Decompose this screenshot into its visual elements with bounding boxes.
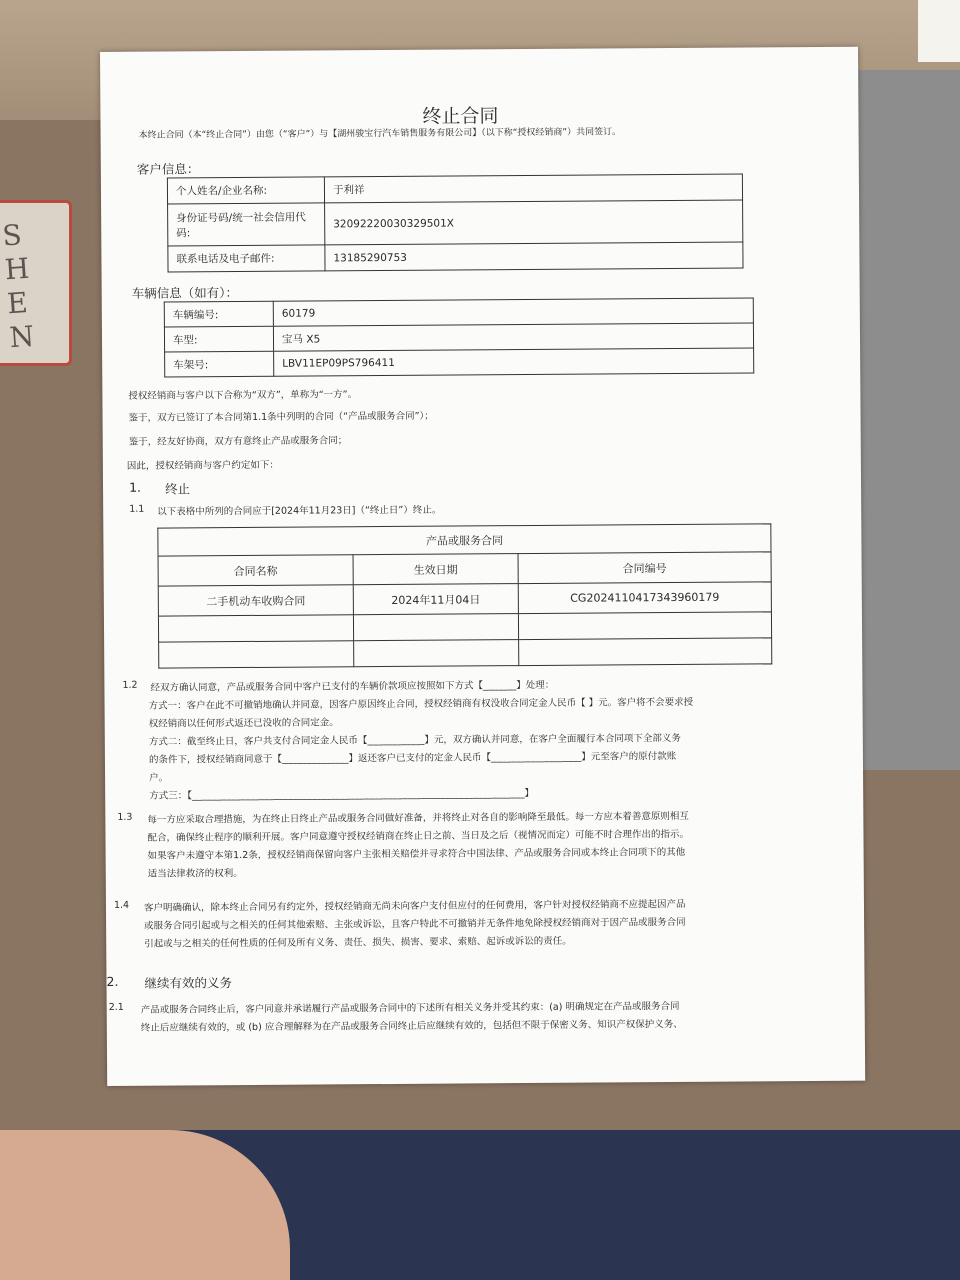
- cell-contract-name: 二手机动车收购合同: [158, 585, 353, 616]
- whereas-paragraph-1: 鉴于，双方已签订了本合同第1.1条中列明的合同（“产品或服务合同”）；: [128, 410, 434, 424]
- table-row: [168, 200, 743, 246]
- customer-info-table: [167, 174, 744, 273]
- vehicle-number-value: 60179: [273, 298, 753, 326]
- sticker-text: SHEN: [1, 218, 36, 355]
- table-row: [159, 638, 772, 668]
- clause-1-2-line: 的条件下，授权经销商同意于【______________】返还客户已支付的定金人民币【___________________】元至客户的原付款账: [148, 750, 677, 766]
- section-2-title: 继续有效的义务: [144, 975, 233, 991]
- therefore-paragraph: 因此，授权经销商与客户约定如下：: [126, 459, 279, 472]
- vehicle-info-table: [164, 297, 755, 377]
- customer-section-label: 客户信息：: [136, 161, 200, 177]
- parties-paragraph: 授权经销商与客户以下合称为“双方”，单称为“一方”。: [128, 389, 358, 402]
- table-cell: [159, 641, 354, 668]
- table-row: [158, 582, 771, 616]
- clause-1-3-line: 配合，确保终止程序的顺利开展。客户同意遵守授权经销商在终止日之前、当日及之后（视情况而定）可能不时合理作出的指示。: [147, 828, 690, 844]
- clause-1-2-number: 1.2: [122, 679, 138, 691]
- table-cell: [353, 614, 518, 641]
- vehicle-model-label: 车型:: [164, 326, 273, 352]
- section-1-title: 终止: [165, 481, 191, 497]
- table-row: [165, 348, 754, 377]
- contract-page: [100, 47, 865, 1086]
- table-row: [168, 242, 743, 272]
- section-1-number: 1.: [128, 479, 142, 495]
- clause-1-3-line: 如果客户未遵守本第1.2条，授权经销商保留向客户主张相关赔偿并寻求符合中国法律、产品或服务合同或本终止合同项下的其他: [147, 846, 686, 862]
- table-cell: [158, 615, 353, 642]
- clause-1-4-line: 或服务合同引起或与之相关的任何其他索赔、主张或诉讼，且客户特此不可撤销并无条件地免除授权经销商对于因产品或服务合同: [144, 916, 686, 932]
- clause-1-2-line: 方式一：客户在此不可撤销地确认并同意，因客户原因终止合同，授权经销商有权没收合同定金人民币【 】元。客户将不会要求授: [148, 696, 694, 712]
- clause-1-2-line: 方式三：【______________________________________________________________________】: [149, 787, 534, 802]
- table-cell: [354, 640, 519, 667]
- clause-1-4-line: 引起或与之相关的任何性质的任何及所有义务、责任、损失、损害、要求、索赔、起诉或诉讼的责任。: [144, 935, 572, 950]
- header-contract-number: 合同编号: [518, 552, 771, 584]
- contract-table: [157, 523, 772, 668]
- clause-1-3-line: 每一方应采取合理措施，为在终止日终止产品或服务合同做好准备，并将终止对各自的影响降至最低。每一方应本着善意原则相互: [147, 810, 689, 826]
- clause-1-2-line: 权经销商以任何形式返还已没收的合同定金。: [148, 717, 339, 730]
- table-row: [167, 174, 742, 204]
- vehicle-model-value: 宝马 X5: [273, 323, 753, 351]
- section-2-number: 2.: [106, 973, 119, 989]
- header-contract-name: 合同名称: [158, 555, 353, 586]
- customer-name-value: 于利祥: [324, 174, 742, 203]
- customer-contact-value: 13185290753: [325, 242, 743, 271]
- table-cell: [518, 612, 771, 640]
- clause-1-3-number: 1.3: [117, 811, 133, 823]
- vehicle-vin-value: LBV11EP09PS796411: [274, 348, 754, 376]
- clause-1-3-line: 适当法律救济的权利。: [147, 868, 243, 880]
- customer-name-label: 个人姓名/企业名称:: [167, 177, 324, 204]
- clause-1-4-line: 客户明确确认，除本终止合同另有约定外，授权经销商无尚未向客户支付但应付的任何费用，客户针对授权经销商不应提起因产品: [143, 898, 686, 914]
- clause-2-1-line: 产品或服务合同终止后，客户同意并承诺履行产品或服务合同中的下述所有相关义务并受其约束：(a) 明确规定在产品或服务合同: [140, 1000, 680, 1016]
- whereas-paragraph-2: 鉴于，经友好协商，双方有意终止产品或服务合同；: [128, 435, 348, 448]
- clause-1-1-text: 以下表格中所列的合同应于[2024年11月23日]（“终止日”）终止。: [157, 504, 442, 518]
- clause-1-4-number: 1.4: [113, 899, 130, 911]
- table-cell: [519, 638, 772, 666]
- clause-1-2-line: 经双方确认同意，产品或服务合同中客户已支付的车辆价款项应按照如下方式【_______】处理：: [150, 679, 555, 694]
- cell-effective-date: 2024年11月04日: [353, 584, 518, 615]
- intro-paragraph: 本终止合同（本“终止合同”）由您（“客户”）与【湖州骏宝行汽车销售服务有限公司】（以下称“授权经销商”）共同签订。: [138, 127, 622, 141]
- vehicle-number-label: 车辆编号:: [164, 301, 273, 327]
- vehicle-vin-label: 车架号:: [165, 351, 274, 377]
- paper-corner: [918, 0, 960, 62]
- table-row: [158, 524, 771, 556]
- clause-1-2-line: 户。: [149, 772, 169, 784]
- clause-1-2-line: 方式二：截至终止日，客户共支付合同定金人民币【____________】元，双方确认并同意，在客户全面履行本合同项下全部义务: [148, 732, 681, 748]
- cell-contract-number: CG2024110417343960179: [518, 582, 771, 614]
- header-effective-date: 生效日期: [353, 554, 518, 585]
- clause-1-1-number: 1.1: [129, 503, 145, 515]
- table-row: [158, 552, 771, 586]
- clause-2-1-number: 2.1: [108, 1001, 124, 1013]
- clause-2-1-line: 终止后应继续有效的，或 (b) 应合理解释为在产品或服务合同终止后应继续有效的，包括但不限于保密义务、知识产权保护义务、: [140, 1018, 683, 1034]
- customer-contact-label: 联系电话及电子邮件:: [168, 245, 325, 272]
- customer-id-label: 身份证号码/统一社会信用代码:: [168, 203, 325, 246]
- vehicle-section-label: 车辆信息（如有）：: [131, 285, 239, 301]
- customer-id-value: 32092220030329501X: [325, 200, 743, 245]
- doc-title: 终止合同: [422, 105, 499, 128]
- contract-table-caption: 产品或服务合同: [158, 524, 771, 556]
